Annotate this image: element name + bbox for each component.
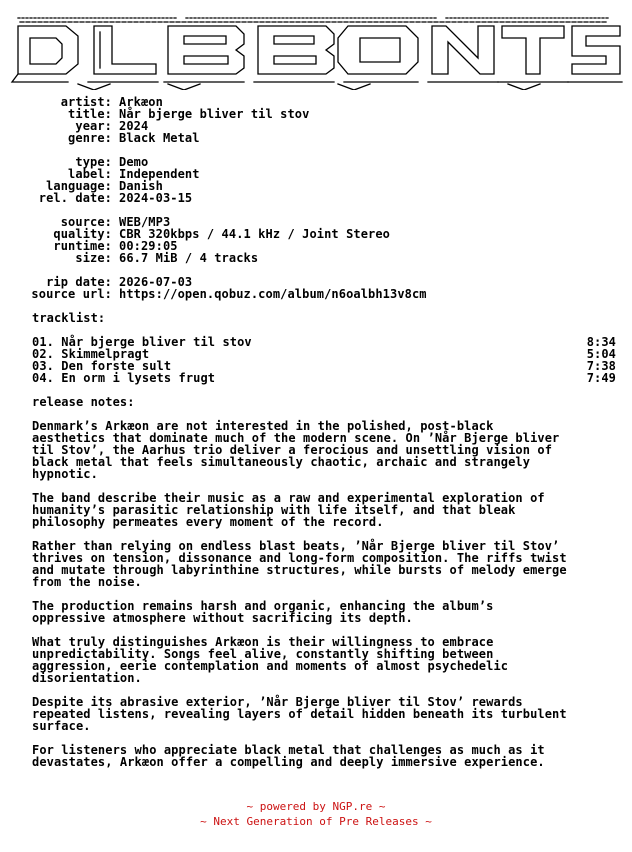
meta-key: artist: (60, 95, 112, 109)
meta-key: type: (75, 155, 112, 169)
meta-value: Independent (119, 167, 200, 181)
meta-value: CBR 320kbps / 44.1 kHz / Joint Stereo (119, 227, 391, 241)
meta-value: 2026-07-03 (119, 275, 193, 289)
track-title: 04. En orm i lysets frugt (32, 371, 216, 385)
track-title: 03. Den forste sult (32, 359, 172, 373)
source-url-link[interactable]: https://open.qobuz.com/album/n6oalbh13v8cm (119, 287, 427, 301)
meta-value: Black Metal (119, 131, 200, 145)
track-length: 7:38 (586, 359, 616, 373)
meta-key: title: (68, 107, 112, 121)
meta-value: Arkæon (119, 95, 163, 109)
meta-key: size: (75, 251, 112, 265)
note-paragraph: Despite its abrasive exterior, ’Når Bjerge bliver til Stov’ rewards repeated listens, revealing layers of detail hidden beneath its turbulent surface. (32, 695, 567, 733)
tracklist-heading: tracklist: (32, 311, 106, 325)
meta-value: 00:29:05 (119, 239, 178, 253)
meta-value: Når bjerge bliver til stov (119, 107, 310, 121)
meta-key: rip date: (46, 275, 112, 289)
meta-value: WEB/MP3 (119, 215, 171, 229)
meta-key: runtime: (53, 239, 112, 253)
meta-key: rel. date: (38, 191, 112, 205)
meta-value: 66.7 MiB / 4 tracks (119, 251, 259, 265)
track-title: 02. Skimmelpragt (32, 347, 150, 361)
track-length: 5:04 (586, 347, 616, 361)
note-paragraph: What truly distinguishes Arkæon is their willingness to embrace unpredictability. Songs feel alive, constantly shifting between aggression, eerie contemplation and moments of almost psychedelic disorientation. (32, 635, 509, 685)
release-notes-heading: release notes: (32, 395, 135, 409)
note-paragraph: The band describe their music as a raw and experimental exploration of humanity’s parasitic relationship with life itself, and that bleak philosophy permeates every moment of the record. (32, 491, 545, 529)
meta-value: 2024-03-15 (119, 191, 193, 205)
meta-key: quality: (53, 227, 112, 241)
meta-key: year: (75, 119, 112, 133)
footer-powered-by[interactable]: ~ powered by NGP.re ~ (246, 800, 386, 813)
footer-tagline: ~ Next Generation of Pre Releases ~ (200, 815, 432, 828)
meta-key: language: (46, 179, 112, 193)
meta-key: genre: (68, 131, 112, 145)
track-length: 8:34 (586, 335, 616, 349)
meta-value: Danish (119, 179, 163, 193)
meta-key: source: (60, 215, 112, 229)
track-title: 01. Når bjerge bliver til stov (32, 335, 252, 349)
note-paragraph: The production remains harsh and organic, enhancing the album’s oppressive atmosphere without sacrificing its depth. (32, 599, 494, 625)
meta-value: 2024 (119, 119, 149, 133)
note-paragraph: For listeners who appreciate black metal that challenges as much as it devastates, Arkæon offer a compelling and deeply immersive experience. (32, 743, 545, 769)
track-length: 7:49 (586, 371, 616, 385)
note-paragraph: Denmark’s Arkæon are not interested in the polished, post-black aesthetics that dominate much of the modern scene. On ’Når Bjerge bliver til Stov’, the Aarhus trio deliver a ferocious and unsettling vision of black metal that feels simultaneously chaotic, archaic and strangely hypnotic. (32, 419, 560, 481)
meta-value: Demo (119, 155, 149, 169)
meta-key: source url: (31, 287, 112, 301)
meta-key: label: (68, 167, 112, 181)
note-paragraph: Rather than relying on endless blast beats, ’Når Bjerge bliver til Stov’ thrives on tension, dissonance and long-form composition. The riffs twist and mutate through labyrinthine structures, while bursts of melody emerge from the noise. (32, 539, 567, 589)
